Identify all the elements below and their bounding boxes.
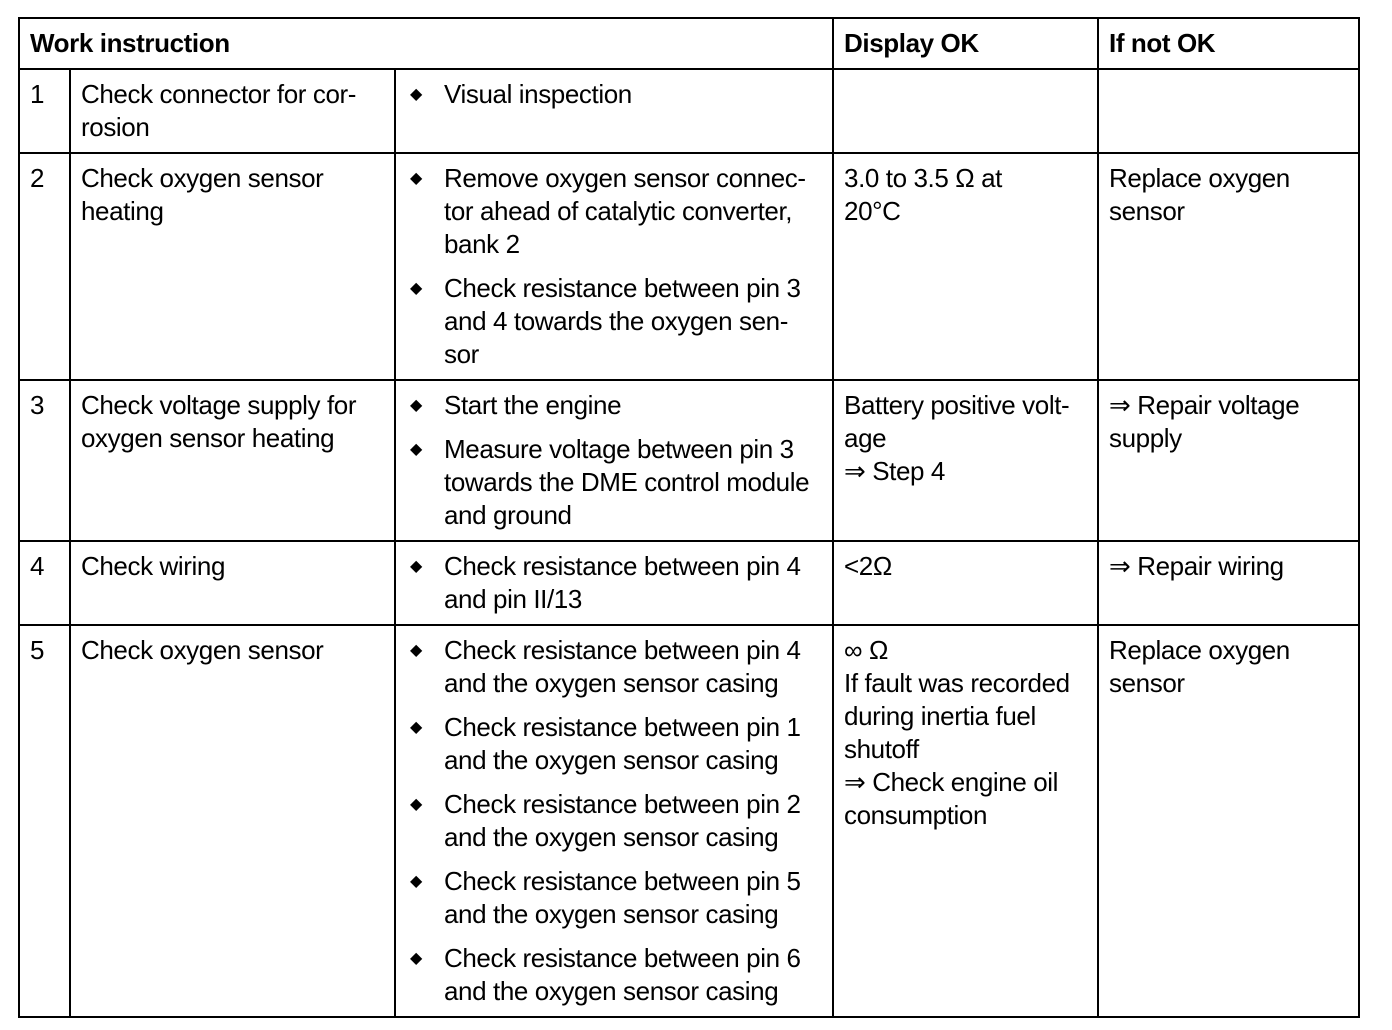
table-row <box>19 541 1359 625</box>
action-text: Check resistance between pin 1 and the oxygen sensor casing <box>444 712 801 775</box>
diamond-bullet-icon: ◆ <box>410 950 422 967</box>
actions-cell <box>395 380 833 541</box>
step-number: 5 <box>19 625 70 1017</box>
step-number: 2 <box>19 153 70 380</box>
header-display-ok: Display OK <box>833 18 1098 69</box>
action-text: Check resistance between pin 5 and the oxygen sensor casing <box>444 866 801 929</box>
action-item <box>406 711 822 777</box>
action-item <box>406 78 822 111</box>
if-not-ok-cell: ⇒ Repair voltage supply <box>1098 380 1359 541</box>
action-list <box>406 550 822 616</box>
diamond-bullet-icon: ◆ <box>410 170 422 187</box>
work-instruction-table <box>18 17 1360 1018</box>
action-item <box>406 433 822 532</box>
if-not-ok-cell <box>1098 69 1359 153</box>
action-item <box>406 389 822 422</box>
instruction-cell: Check voltage supply for oxygen sensor heating <box>70 380 395 541</box>
step-number: 4 <box>19 541 70 625</box>
table-row <box>19 153 1359 380</box>
display-ok-cell: <2Ω <box>833 541 1098 625</box>
actions-cell <box>395 69 833 153</box>
if-not-ok-cell: Replace oxygen sensor <box>1098 153 1359 380</box>
instruction-cell: Check oxygen sensor <box>70 625 395 1017</box>
table-body <box>19 69 1359 1017</box>
action-item <box>406 162 822 261</box>
action-list <box>406 78 822 111</box>
actions-cell <box>395 153 833 380</box>
display-ok-cell: 3.0 to 3.5 Ω at 20°C <box>833 153 1098 380</box>
header-work-instruction: Work instruction <box>19 18 833 69</box>
display-ok-cell <box>833 69 1098 153</box>
diamond-bullet-icon: ◆ <box>410 86 422 103</box>
action-item <box>406 942 822 1008</box>
if-not-ok-cell: ⇒ Repair wiring <box>1098 541 1359 625</box>
action-item <box>406 272 822 371</box>
diamond-bullet-icon: ◆ <box>410 642 422 659</box>
action-list <box>406 162 822 371</box>
header-row <box>19 18 1359 69</box>
table-row <box>19 625 1359 1017</box>
table-row <box>19 380 1359 541</box>
diamond-bullet-icon: ◆ <box>410 397 422 414</box>
diamond-bullet-icon: ◆ <box>410 719 422 736</box>
diamond-bullet-icon: ◆ <box>410 796 422 813</box>
if-not-ok-cell: Replace oxygen sensor <box>1098 625 1359 1017</box>
instruction-cell: Check connector for cor- rosion <box>70 69 395 153</box>
action-list <box>406 389 822 532</box>
step-number: 1 <box>19 69 70 153</box>
action-text: Check resistance between pin 6 and the oxygen sensor casing <box>444 943 801 1006</box>
action-item <box>406 550 822 616</box>
action-item <box>406 634 822 700</box>
step-number: 3 <box>19 380 70 541</box>
action-text: Check resistance between pin 4 and the oxygen sensor casing <box>444 635 801 698</box>
action-text: Check resistance between pin 4 and pin II/13 <box>444 551 801 614</box>
action-text: Remove oxygen sensor connec- tor ahead of catalytic converter, bank 2 <box>444 163 806 259</box>
action-text: Start the engine <box>444 390 622 420</box>
action-list <box>406 634 822 1008</box>
display-ok-cell: ∞ Ω If fault was recorded during inertia fuel shutoff ⇒ Check engine oil consumption <box>833 625 1098 1017</box>
header-if-not-ok: If not OK <box>1098 18 1359 69</box>
action-text: Measure voltage between pin 3 towards the DME control module and ground <box>444 434 810 530</box>
action-item <box>406 788 822 854</box>
action-item <box>406 865 822 931</box>
instruction-cell: Check oxygen sensor heating <box>70 153 395 380</box>
diamond-bullet-icon: ◆ <box>410 873 422 890</box>
action-text: Visual inspection <box>444 79 632 109</box>
display-ok-cell: Battery positive volt- age ⇒ Step 4 <box>833 380 1098 541</box>
actions-cell <box>395 625 833 1017</box>
diamond-bullet-icon: ◆ <box>410 441 422 458</box>
diamond-bullet-icon: ◆ <box>410 280 422 297</box>
action-text: Check resistance between pin 3 and 4 towards the oxygen sen- sor <box>444 273 801 369</box>
diamond-bullet-icon: ◆ <box>410 558 422 575</box>
table-row <box>19 69 1359 153</box>
action-text: Check resistance between pin 2 and the oxygen sensor casing <box>444 789 801 852</box>
actions-cell <box>395 541 833 625</box>
instruction-cell: Check wiring <box>70 541 395 625</box>
